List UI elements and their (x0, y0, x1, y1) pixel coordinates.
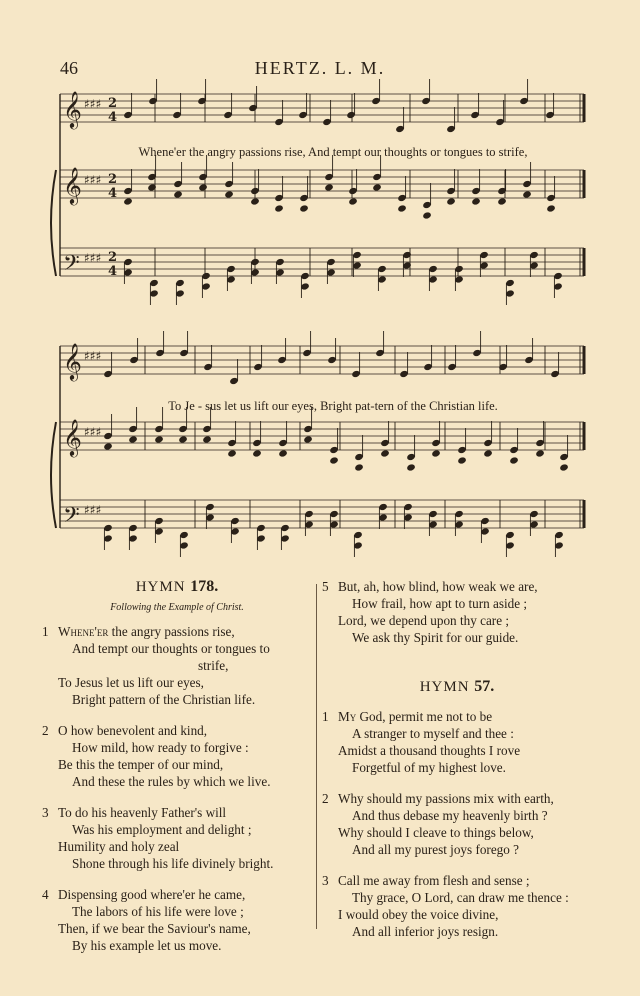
treble-clef: 𝄞 (63, 342, 82, 380)
stanza: 2 Why should my passions mix with earth, And thus debase my heavenly birth ? Why should I cleave to things below, And all my purest joys forego ? (322, 791, 554, 857)
note-head (278, 449, 288, 457)
note-head (380, 449, 390, 457)
stanza: 3 Call me away from flesh and sense ; Thy grace, O Lord, can draw me thence : I would obey the voice divine, And all inferior joys resign. (322, 873, 569, 939)
note-head (497, 197, 507, 205)
note-head (303, 435, 313, 443)
note-head (559, 463, 569, 471)
note-head (397, 204, 407, 212)
time-signature-top: 2 (108, 172, 118, 187)
note-head (509, 456, 519, 464)
stanza: 1 My God, permit me not to be A stranger to myself and thee : Amidst a thousand thoughts I rove Forgetful of my highest love. (322, 709, 521, 775)
note-head (422, 211, 432, 219)
lyrics-line-1: Whene'er the angry passions rise, And tempt our thoughts or tongues to strife, (138, 145, 528, 159)
note-head (546, 204, 556, 212)
note-head (348, 197, 358, 205)
note-head (324, 183, 334, 191)
treble-clef: 𝄞 (63, 90, 82, 128)
grand-staff-brace (51, 170, 56, 276)
note-head (178, 435, 188, 443)
note-head (123, 197, 133, 205)
lyrics-line-2: To Je - sus let us lift our eyes, Bright pat-tern of the Christian life. (168, 399, 498, 413)
note-head (173, 190, 183, 198)
treble-clef: 𝄞 (63, 418, 82, 456)
note-head (198, 183, 208, 191)
page-number: 46 (60, 58, 78, 78)
note-head (446, 197, 456, 205)
note-head (227, 449, 237, 457)
hymn-subtitle: Following the Example of Christ. (110, 602, 244, 613)
note-head (354, 463, 364, 471)
key-signature: ♯♯♯ (84, 173, 102, 187)
hymn-heading: HYMN 57. (419, 678, 495, 695)
time-signature-top: 2 (108, 96, 118, 111)
tune-title: HERTZ. L. M. (254, 58, 386, 78)
time-signature-top: 2 (108, 250, 118, 265)
hymn-178 (42, 570, 312, 968)
key-signature: ♯♯♯ (84, 425, 102, 439)
note-head (372, 183, 382, 191)
stanza: 2 O how benevolent and kind, How mild, how ready to forgive : Be this the temper of our mind, And these the rules by which we live. (42, 723, 271, 789)
stanza: 3 To do his heavenly Father's will Was his employment and delight ; Humility and holy zeal Shone through his life divinely bright. (42, 805, 274, 871)
note-head (457, 456, 467, 464)
note-head (202, 435, 212, 443)
key-signature: ♯♯♯ (84, 349, 102, 363)
note-head (483, 449, 493, 457)
key-signature: ♯♯♯ (84, 97, 102, 111)
note-head (128, 435, 138, 443)
key-signature: ♯♯♯ (84, 251, 102, 265)
note-head (224, 190, 234, 198)
time-signature-bottom: 4 (108, 186, 118, 201)
time-signature-bottom: 4 (108, 264, 118, 279)
bass-clef: 𝄢 (63, 503, 80, 533)
note-head (154, 435, 164, 443)
note-head (406, 463, 416, 471)
stanza: 5 But, ah, how blind, how weak we are, How frail, how apt to turn aside ; Lord, we depend upon thy care ; We ask thy Spirit for our guide. (322, 579, 538, 645)
hymn-178-continued (322, 570, 592, 954)
note-head (329, 456, 339, 464)
treble-clef: 𝄞 (63, 166, 82, 204)
note-head (535, 449, 545, 457)
note-head (252, 449, 262, 457)
column-divider (316, 584, 317, 929)
note-head (471, 197, 481, 205)
note-head (103, 442, 113, 450)
note-head (299, 204, 309, 212)
note-head (250, 197, 260, 205)
hymn-heading: HYMN 178. (135, 578, 219, 595)
bass-clef: 𝄢 (63, 251, 80, 281)
stanza: 4 Dispensing good where'er he came, The labors of his life were love ; Then, if we bear the Saviour's name, By his example let us move. (42, 887, 251, 953)
stanza: 1 Whene'er the angry passions rise, And tempt our thoughts or tongues to strife, To Jesus let us lift our eyes, Bright pattern of the Christian life. (42, 624, 270, 707)
note-head (431, 449, 441, 457)
grand-staff-brace (51, 422, 56, 528)
note-head (274, 204, 284, 212)
note-head (522, 190, 532, 198)
key-signature: ♯♯♯ (84, 503, 102, 517)
time-signature-bottom: 4 (108, 110, 118, 125)
